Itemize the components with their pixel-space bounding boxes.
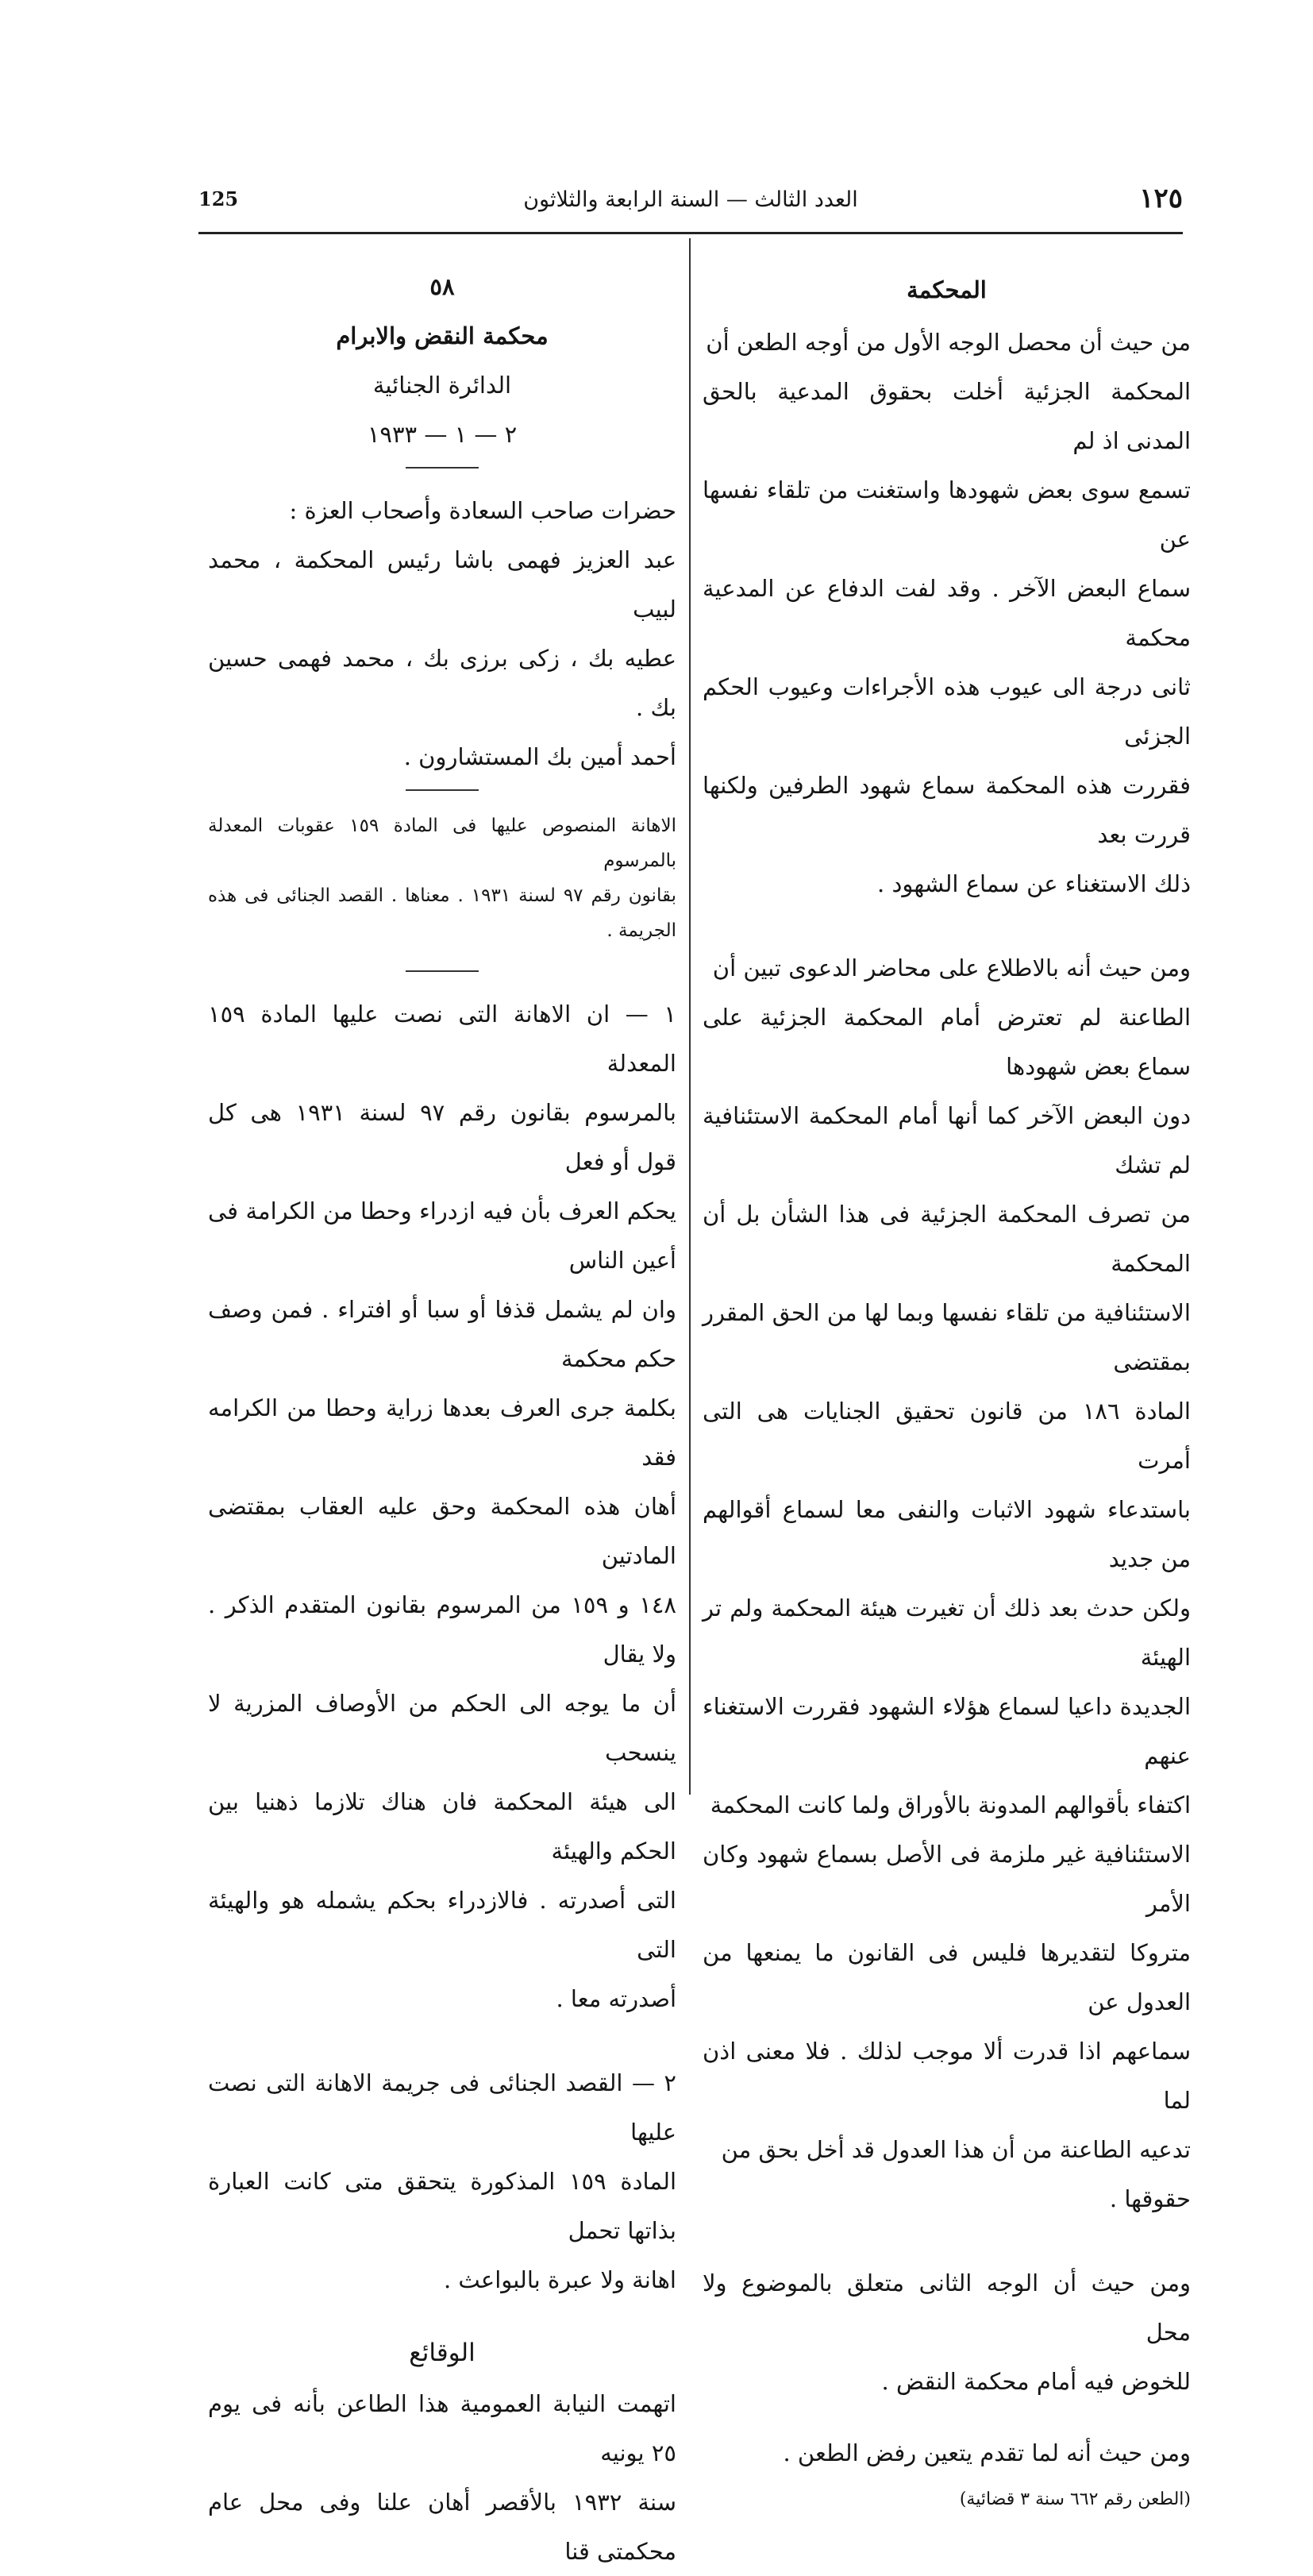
text-line: وان لم يشمل قذفا أو سبا أو افتراء . فمن وصف حكم محكمة: [208, 1296, 676, 1372]
divider: [406, 789, 479, 791]
text-line: سماع البعض الآخر . وقد لفت الدفاع عن المدعية محكمة: [703, 575, 1191, 651]
text-line: عطيه بك ، زكى برزى بك ، محمد فهمى حسين بك .: [208, 645, 676, 721]
text-line: ولكن حدث بعد ذلك أن تغيرت هيئة المحكمة ولم تر الهيئة: [703, 1595, 1191, 1671]
paragraph-review: [703, 943, 1191, 2223]
issue-title: العدد الثالث — السنة الرابعة والثلاثون: [523, 187, 858, 212]
text-line: بكلمة جرى العرف بعدها زراية وحطا من الكرامه فقد: [208, 1394, 676, 1471]
column-divider: [689, 238, 691, 1795]
text-line: سنة ١٩٣٢ بالأقصر أهان علنا وفى محل عام محكمتى قنا: [208, 2489, 676, 2565]
court-name: محكمة النقض والابرام: [336, 322, 549, 349]
text-line: تدعيه الطاعنة من أن هذا العدول قد أخل بحق من: [721, 2136, 1191, 2163]
text-line: المادة ١٨٦ من قانون تحقيق الجنايات هى التى أمرت: [703, 1398, 1191, 1474]
page-number-arabic: ١٢٥: [1139, 183, 1183, 214]
text-line: من تصرف المحكمة الجزئية فى هذا الشأن بل أن المحكمة: [703, 1201, 1191, 1277]
text-line: الاستئنافية من تلقاء نفسها وبما لها من الحق المقرر بمقتضى: [703, 1299, 1191, 1375]
running-header: [198, 184, 1183, 232]
text-line: أن ما يوجه الى الحكم من الأوصاف المزرية لا ينسحب: [208, 1690, 676, 1766]
text-line: الاهانة المنصوص عليها فى المادة ١٥٩ عقوبات المعدلة بالمرسوم: [208, 816, 676, 871]
text-line: عبد العزيز فهمى باشا رئيس المحكمة ، محمد لبيب: [208, 546, 676, 623]
circuit-name: الدائرة الجنائية: [372, 372, 512, 399]
left-column: [208, 262, 676, 2576]
bench-members: [208, 486, 676, 781]
header-rule: [198, 232, 1183, 234]
text-line: الاستئنافية غير ملزمة فى الأصل بسماع شهود وكان الأمر: [703, 1841, 1191, 1917]
text-line: أصدرته معا .: [556, 1985, 676, 2012]
text-line: ومن حيث أن الوجه الثانى متعلق بالموضوع ولا محل: [703, 2269, 1191, 2346]
text-line: ومن حيث أنه بالاطلاع على محاضر الدعوى تبين أن: [712, 954, 1191, 981]
text-line: يحكم العرف بأن فيه ازدراء وحطا من الكرامة فى أعين الناس: [208, 1197, 676, 1274]
court-heading: المحكمة: [907, 276, 987, 303]
text-line: ١٤٨ و ١٥٩ من المرسوم بقانون المتقدم الذكر . ولا يقال: [208, 1591, 676, 1668]
divider: [406, 467, 479, 469]
text-line: سماعهم اذا قدرت ألا موجب لذلك . فلا معنى اذن لما: [703, 2038, 1191, 2114]
text-line: من حيث أن محصل الوجه الأول من أوجه الطعن أن: [706, 329, 1191, 356]
text-line: ذلك الاستغناء عن سماع الشهود .: [877, 870, 1191, 897]
case-number: ٥٨: [429, 273, 455, 300]
text-line: ١ — ان الاهانة التى نصت عليها المادة ١٥٩ المعدلة: [208, 1001, 676, 1077]
facts: [208, 2379, 676, 2576]
text-line: بالمرسوم بقانون رقم ٩٧ لسنة ١٩٣١ هى كل قول أو فعل: [208, 1099, 676, 1175]
principle-2: [208, 2058, 676, 2304]
text-line: تسمع سوى بعض شهودها واستغنت من تلقاء نفسها عن: [703, 476, 1191, 553]
judgment-date: ٢ — ١ — ١٩٣٣: [367, 421, 518, 448]
appeal-reference: (الطعن رقم ٦٦٢ سنة ٣ قضائية): [959, 2489, 1191, 2509]
text-line: اكتفاء بأقوالهم المدونة بالأوراق ولما كانت المحكمة: [710, 1791, 1191, 1818]
paragraph-second-ground: [703, 2258, 1191, 2406]
text-line: اهانة ولا عبرة بالبواعث .: [443, 2266, 676, 2293]
text-line: المحكمة الجزئية أخلت بحقوق المدعية بالحق المدنى اذ لم: [703, 378, 1191, 454]
text-line: أحمد أمين بك المستشارون .: [403, 743, 676, 770]
text-line: أهان هذه المحكمة وحق عليه العقاب بمقتضى المادتين: [208, 1493, 676, 1569]
text-line: فقررت هذه المحكمة سماع شهود الطرفين ولكنها قررت بعد: [703, 772, 1191, 848]
text-line: ٢ — القصد الجنائى فى جريمة الاهانة التى نصت عليها: [208, 2069, 676, 2146]
text-line: حقوقها .: [1109, 2185, 1191, 2212]
text-line: الجديدة داعيا لسماع هؤلاء الشهود فقررت الاستغناء عنهم: [703, 1693, 1191, 1769]
text-line: دون البعض الآخر كما أنها أمام المحكمة الاستئنافية لم تشك: [703, 1102, 1191, 1178]
text-line: الى هيئة المحكمة فان هناك تلازما ذهنيا بين الحكم والهيئة: [208, 1788, 676, 1865]
text-line: الطاعنة لم تعترض أمام المحكمة الجزئية على سماع بعض شهودها: [703, 1004, 1191, 1080]
text-line: متروكا لتقديرها فليس فى القانون ما يمنعها من العدول عن: [703, 1939, 1191, 2015]
text-line: بقانون رقم ٩٧ لسنة ١٩٣١ . معناها . القصد الجنائى فى هذه الجريمة .: [208, 885, 677, 941]
text-line: التى أصدرته . فالازدراء بحكم يشمله هو والهيئة التى: [208, 1887, 676, 1963]
principle-1: [208, 989, 676, 2023]
divider: [406, 970, 479, 972]
text-line: ثانى درجة الى عيوب هذه الأجراءات وعيوب الحكم الجزئى: [703, 673, 1191, 750]
text-line: حضرات صاحب السعادة وأصحاب العزة :: [289, 497, 676, 524]
facts-heading: الوقائع: [409, 2339, 476, 2367]
paragraph-first-ground: [703, 318, 1191, 908]
text-line: المادة ١٥٩ المذكورة يتحقق متى كانت العبارة بذاتها تحمل: [208, 2168, 677, 2244]
page-number-latin: 125: [198, 187, 239, 210]
right-column: [703, 262, 1191, 2516]
ruling: ومن حيث أنه لما تقدم يتعين رفض الطعن .: [783, 2439, 1191, 2466]
text-line: للخوض فيه أمام محكمة النقض .: [881, 2368, 1191, 2395]
case-summary: [208, 808, 676, 948]
text-line: باستدعاء شهود الاثبات والنفى معا لسماع أقوالهم من جديد: [703, 1496, 1191, 1572]
text-line: اتهمت النيابة العمومية هذا الطاعن بأنه فى يوم ٢٥ يونيه: [208, 2390, 676, 2466]
